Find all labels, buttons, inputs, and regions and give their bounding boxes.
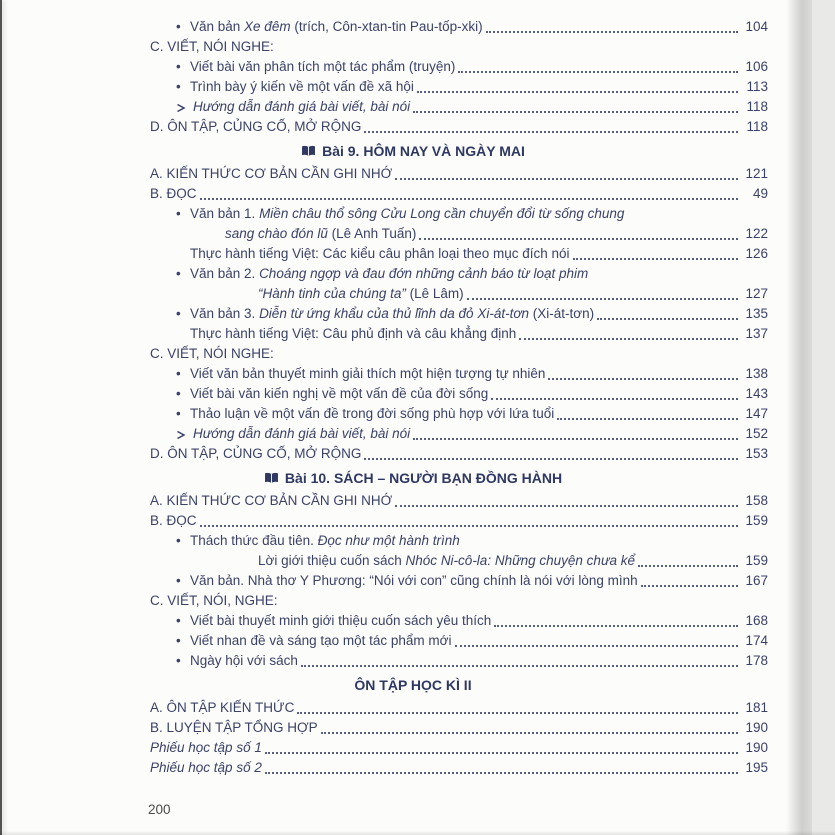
toc-entry <box>150 738 768 758</box>
dot-leader <box>597 318 738 320</box>
entry-text: Thảo luận về một vấn đề trong đời sống phù hợp với lứa tuổi <box>190 406 555 421</box>
toc-entry <box>150 17 768 37</box>
entry-text: Viết bài văn kiến nghị về một vấn đề của đời sống <box>190 386 489 401</box>
dot-leader <box>364 458 738 460</box>
book-icon <box>264 470 285 486</box>
dot-leader <box>395 178 738 180</box>
entry-page-number: 190 <box>745 720 768 735</box>
entry-page-number: 138 <box>745 366 768 381</box>
toc-entry <box>150 117 768 137</box>
toc-entry <box>150 444 768 464</box>
bullet-marker-icon: • <box>176 59 181 74</box>
toc-entry <box>150 344 768 364</box>
entry-page-number: 113 <box>746 79 768 94</box>
entry-text: Viết bài thuyết minh giới thiệu cuốn sách yêu thích <box>190 613 492 628</box>
toc-entry <box>150 571 768 591</box>
toc-entry <box>150 611 768 631</box>
toc-entry <box>150 631 768 651</box>
entry-text: C. VIẾT, NÓI, NGHE: <box>150 593 278 608</box>
bullet-marker-icon: • <box>176 366 181 381</box>
toc-entry <box>150 551 768 571</box>
entry-page-number: 121 <box>745 166 768 181</box>
entry-text: C. VIẾT, NÓI NGHE: <box>150 346 274 361</box>
dot-leader <box>364 131 738 133</box>
entry-text: Văn bản. Nhà thơ Y Phương: “Nói với con” cũng chính là nói với lòng mình <box>190 573 638 588</box>
toc-entry <box>150 758 768 778</box>
entry-page-number: 168 <box>745 613 768 628</box>
entry-text: Văn bản 1. Miền châu thổ sông Cửu Long cần chuyển đổi từ sống chung <box>190 206 625 221</box>
page-bottom-shadow <box>0 831 835 835</box>
entry-page-number: 143 <box>745 386 768 401</box>
entry-page-number: 167 <box>745 573 768 588</box>
entry-text: Lời giới thiệu cuốn sách Nhóc Ni-cô-la: Những chuyện chưa kể <box>258 553 636 568</box>
toc-entry <box>150 404 768 424</box>
entry-text: sang chào đón lũ (Lê Anh Tuấn) <box>225 226 417 241</box>
toc-entry <box>150 204 768 224</box>
dot-leader <box>265 772 738 774</box>
dot-leader <box>638 565 738 567</box>
toc-entry <box>150 511 768 531</box>
toc-entry <box>150 37 768 57</box>
toc-entry <box>150 57 768 77</box>
toc-entry <box>150 491 768 511</box>
entry-text: Văn bản 2. Choáng ngợp và đau đớn những cảnh báo từ loạt phim <box>190 266 589 281</box>
entry-page-number: 159 <box>745 513 768 528</box>
entry-text: Hướng dẫn đánh giá bài viết, bài nói <box>193 99 411 114</box>
toc-entry <box>150 718 768 738</box>
dot-leader <box>395 505 738 507</box>
entry-page-number: 152 <box>745 426 768 441</box>
entry-text: Hướng dẫn đánh giá bài viết, bài nói <box>193 426 411 441</box>
toc-heading <box>150 675 768 696</box>
entry-text: D. ÔN TẬP, CỦNG CỐ, MỞ RỘNG <box>150 446 362 461</box>
entry-text: A. ÔN TẬP KIẾN THỨC <box>150 700 295 715</box>
entry-text: B. ĐỌC <box>150 513 197 528</box>
entry-text: Thực hành tiếng Việt: Các kiểu câu phân loại theo mục đích nói <box>190 246 570 261</box>
toc-entry <box>150 384 768 404</box>
dot-leader <box>494 625 738 627</box>
dot-leader <box>413 111 738 113</box>
toc-heading <box>150 141 768 162</box>
bullet-marker-icon: • <box>176 653 181 668</box>
entry-page-number: 49 <box>752 186 768 201</box>
entry-page-number: 181 <box>745 700 768 715</box>
toc-entry <box>150 364 768 384</box>
dot-leader <box>419 238 738 240</box>
entry-text: B. ĐỌC <box>150 186 197 201</box>
toc-entry <box>150 77 768 97</box>
entry-page-number: 122 <box>745 226 768 241</box>
entry-page-number: 135 <box>745 306 768 321</box>
dot-leader <box>265 752 738 754</box>
toc-list <box>150 17 768 778</box>
toc-entry <box>150 591 768 611</box>
dot-leader <box>297 712 738 714</box>
toc-entry <box>150 97 768 117</box>
entry-text: D. ÔN TẬP, CỦNG CỐ, MỞ RỘNG <box>150 119 362 134</box>
entry-page-number: 127 <box>745 286 768 301</box>
folio-page-number: 200 <box>148 802 171 817</box>
entry-page-number: 159 <box>745 553 768 568</box>
entry-page-number: 147 <box>745 406 768 421</box>
dot-leader <box>301 665 738 667</box>
toc-entry <box>150 224 768 244</box>
entry-page-number: 195 <box>745 760 768 775</box>
entry-text: Thực hành tiếng Việt: Câu phủ định và câu khẳng định <box>190 326 517 341</box>
entry-page-number: 153 <box>745 446 768 461</box>
dot-leader <box>557 418 738 420</box>
entry-text: C. VIẾT, NÓI NGHE: <box>150 39 274 54</box>
bullet-marker-icon: • <box>176 19 181 34</box>
dot-leader <box>417 91 738 93</box>
dot-leader <box>491 398 738 400</box>
toc-entry <box>150 244 768 264</box>
entry-page-number: 118 <box>746 99 768 114</box>
toc-entry <box>150 531 768 551</box>
toc-entry <box>150 424 768 444</box>
entry-page-number: 178 <box>745 653 768 668</box>
entry-text: A. KIẾN THỨC CƠ BẢN CẦN GHI NHỚ <box>150 166 393 181</box>
book-icon <box>301 143 322 159</box>
entry-page-number: 104 <box>745 19 768 34</box>
page-left-edge <box>0 0 2 835</box>
bullet-marker-icon: • <box>176 206 181 221</box>
bullet-marker-icon: • <box>176 386 181 401</box>
dot-leader <box>486 31 738 33</box>
bullet-marker-icon: • <box>176 573 181 588</box>
entry-text: “Hành tinh của chúng ta” (Lê Lâm) <box>258 286 464 301</box>
toc-entry <box>150 651 768 671</box>
toc-heading <box>150 468 768 489</box>
entry-page-number: 106 <box>745 59 768 74</box>
toc-entry <box>150 698 768 718</box>
bullet-marker-icon: • <box>176 533 181 548</box>
dot-leader <box>573 258 738 260</box>
page-right-edge <box>812 0 835 835</box>
dot-leader <box>467 298 738 300</box>
entry-text: Văn bản Xe đêm (trích, Côn-xtan-tin Pau-tốp-xki) <box>190 19 483 34</box>
entry-text: Viết nhan đề và sáng tạo một tác phẩm mới <box>190 633 452 648</box>
entry-page-number: 174 <box>745 633 768 648</box>
dot-leader <box>200 198 738 200</box>
dot-leader <box>548 378 738 380</box>
toc-entry <box>150 264 768 284</box>
entry-text: Phiếu học tập số 1 <box>150 740 262 755</box>
entry-text: Phiếu học tập số 2 <box>150 760 262 775</box>
dot-leader <box>413 438 738 440</box>
entry-text: Trình bày ý kiến về một vấn đề xã hội <box>190 79 414 94</box>
entry-text: Bài 9. HÔM NAY VÀ NGÀY MAI <box>322 143 525 159</box>
toc-entry <box>150 284 768 304</box>
entry-page-number: 126 <box>745 246 768 261</box>
entry-text: A. KIẾN THỨC CƠ BẢN CẦN GHI NHỚ <box>150 493 393 508</box>
dot-leader <box>200 525 738 527</box>
toc-entry <box>150 304 768 324</box>
toc-entry <box>150 184 768 204</box>
dot-leader <box>519 338 738 340</box>
bullet-marker-icon: • <box>176 406 181 421</box>
arrow-marker-icon <box>176 103 193 117</box>
dot-leader <box>321 732 738 734</box>
dot-leader <box>641 585 738 587</box>
entry-page-number: 118 <box>746 119 768 134</box>
bullet-marker-icon: • <box>176 613 181 628</box>
page-right-shadow <box>786 0 812 835</box>
entry-text: Viết văn bản thuyết minh giải thích một hiện tượng tự nhiên <box>190 366 546 381</box>
entry-text: Thách thức đầu tiên. Đọc như một hành trình <box>190 533 460 548</box>
entry-text: Viết bài văn phân tích một tác phẩm (truyện) <box>190 59 456 74</box>
entry-text: Bài 10. SÁCH – NGƯỜI BẠN ĐỒNG HÀNH <box>284 470 563 486</box>
entry-page-number: 137 <box>745 326 768 341</box>
entry-page-number: 158 <box>745 493 768 508</box>
toc-entry <box>150 164 768 184</box>
bullet-marker-icon: • <box>176 306 181 321</box>
toc-entry <box>150 324 768 344</box>
arrow-marker-icon <box>176 430 193 444</box>
entry-text: Văn bản 3. Diễn từ ứng khẩu của thủ lĩnh da đỏ Xi-át-tơn (Xi-át-tơn) <box>190 306 595 321</box>
dot-leader <box>458 71 738 73</box>
entry-page-number: 190 <box>745 740 768 755</box>
dot-leader <box>455 645 738 647</box>
entry-text: ÔN TẬP HỌC KÌ II <box>354 677 472 693</box>
bullet-marker-icon: • <box>176 266 181 281</box>
bullet-marker-icon: • <box>176 633 181 648</box>
bullet-marker-icon: • <box>176 79 181 94</box>
entry-text: Ngày hội với sách <box>190 653 298 668</box>
entry-text: B. LUYỆN TẬP TỔNG HỢP <box>150 720 318 735</box>
